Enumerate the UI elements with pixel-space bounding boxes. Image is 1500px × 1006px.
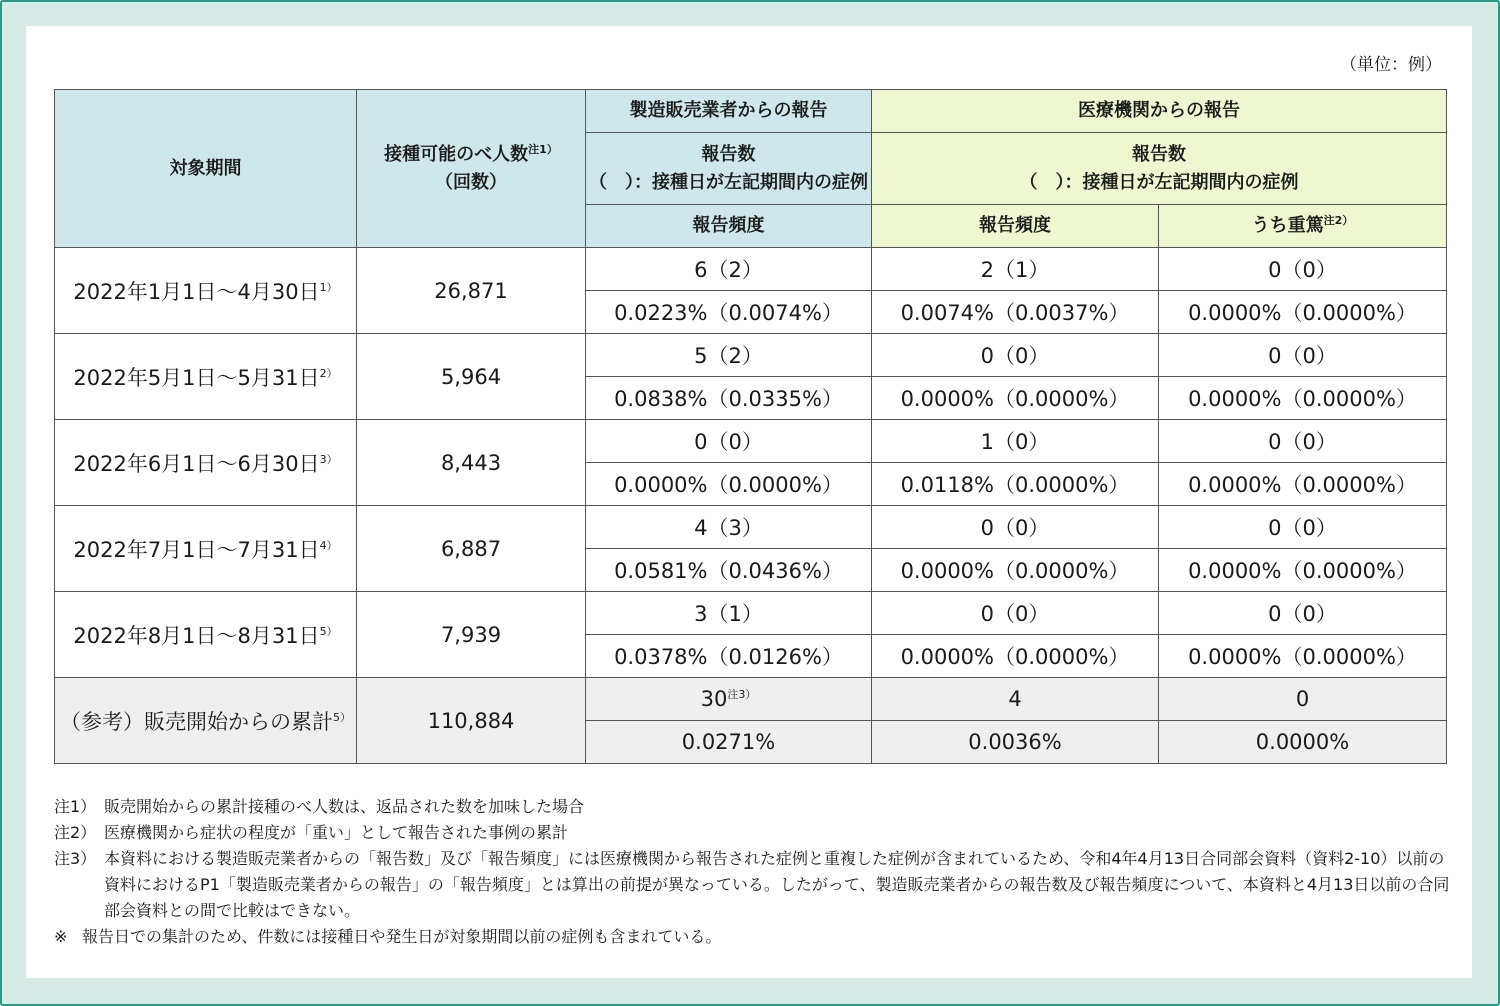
manufacturer-frequency-header: 報告頻度 <box>586 205 872 248</box>
medical-frequency-cell: 0.0000%（0.0000%） <box>872 377 1159 420</box>
document-panel <box>26 26 1472 978</box>
medical-count-cell: 2（1） <box>872 248 1159 291</box>
cumulative-manufacturer-count-cell: $30^{注3)}$ <box>586 678 872 721</box>
cumulative-medical-frequency-cell: 0.0036% <box>872 721 1159 764</box>
serious-frequency-cell: 0.0000%（0.0000%） <box>1159 635 1447 678</box>
medical-frequency-header: 報告頻度 <box>872 205 1159 248</box>
doses-cell: 5,964 <box>357 334 586 420</box>
serious-frequency-cell: 0.0000%（0.0000%） <box>1159 463 1447 506</box>
doses-cell: 8,443 <box>357 420 586 506</box>
table-row <box>55 506 1447 549</box>
cumulative-serious-count-cell: 0 <box>1159 678 1447 721</box>
manufacturer-count-cell: 6（2） <box>586 248 872 291</box>
medical-frequency-cell: 0.0000%（0.0000%） <box>872 549 1159 592</box>
manufacturer-count-cell: 0（0） <box>586 420 872 463</box>
cumulative-doses-cell: 110,884 <box>357 678 586 764</box>
medical-count-cell: 0（0） <box>872 334 1159 377</box>
medical-header: 医療機関からの報告 <box>872 90 1447 133</box>
manufacturer-frequency-cell: 0.0378%（0.0126%） <box>586 635 872 678</box>
cumulative-row <box>55 678 1447 721</box>
table-row <box>55 592 1447 635</box>
doses-cell: 26,871 <box>357 248 586 334</box>
cumulative-manufacturer-frequency-cell: 0.0271% <box>586 721 872 764</box>
period-cell: 2022年8月1日～8月31日$^{5)}$ <box>55 592 357 678</box>
doses-header: 接種可能のべ人数$^{注1)}$ （回数） <box>357 90 586 248</box>
medical-count-header: 報告数 （ ）：接種日が左記期間内の症例 <box>872 133 1447 205</box>
serious-frequency-cell: 0.0000%（0.0000%） <box>1159 291 1447 334</box>
manufacturer-count-cell: 3（1） <box>586 592 872 635</box>
serious-count-cell: 0（0） <box>1159 248 1447 291</box>
table-row <box>55 248 1447 291</box>
medical-count-cell: 0（0） <box>872 592 1159 635</box>
serious-frequency-cell: 0.0000%（0.0000%） <box>1159 549 1447 592</box>
footnote-1: 注1） 販売開始からの累計接種のべ人数は、返品された数を加味した場合 <box>54 797 585 816</box>
serious-frequency-cell: 0.0000%（0.0000%） <box>1159 377 1447 420</box>
manufacturer-count-cell: 5（2） <box>586 334 872 377</box>
manufacturer-header: 製造販売業者からの報告 <box>586 90 872 133</box>
period-header: 対象期間 <box>55 90 357 248</box>
footnote-2: 注2） 医療機関から症状の程度が「重い」として報告された事例の累計 <box>54 823 569 842</box>
medical-count-cell: 0（0） <box>872 506 1159 549</box>
medical-frequency-cell: 0.0118%（0.0000%） <box>872 463 1159 506</box>
period-cell: 2022年7月1日～7月31日$^{4)}$ <box>55 506 357 592</box>
cumulative-period-cell: （参考）販売開始からの累計$^{5)}$ <box>55 678 357 764</box>
footnotes <box>54 794 1454 950</box>
table-row <box>55 420 1447 463</box>
serious-header: うち重篤$^{注2)}$ <box>1159 205 1447 248</box>
medical-frequency-cell: 0.0074%（0.0037%） <box>872 291 1159 334</box>
cumulative-medical-count-cell: 4 <box>872 678 1159 721</box>
manufacturer-frequency-cell: 0.0000%（0.0000%） <box>586 463 872 506</box>
medical-frequency-cell: 0.0000%（0.0000%） <box>872 635 1159 678</box>
period-cell: 2022年1月1日～4月30日$^{1)}$ <box>55 248 357 334</box>
period-cell: 2022年5月1日～5月31日$^{2)}$ <box>55 334 357 420</box>
cumulative-serious-frequency-cell: 0.0000% <box>1159 721 1447 764</box>
serious-count-cell: 0（0） <box>1159 592 1447 635</box>
table-row <box>55 334 1447 377</box>
footnote-3: 注3） 本資料における製造販売業者からの「報告数」及び「報告頻度」には医療機関から報告された症例と重複した症例が含まれているため、令和4年4月13日合同部会資料（資料2-10）以前の資料におけるP1「製造販売業者からの報告」の「報告頻度」とは算出の前提が異なっている。したがって、製造販売業者からの報告数及び報告頻度について、本資料と4月13日以前の合同部会資料との間で比較はできない。 <box>54 849 1450 920</box>
manufacturer-frequency-cell: 0.0223%（0.0074%） <box>586 291 872 334</box>
serious-count-cell: 0（0） <box>1159 506 1447 549</box>
manufacturer-frequency-cell: 0.0581%（0.0436%） <box>586 549 872 592</box>
doses-cell: 7,939 <box>357 592 586 678</box>
serious-count-cell: 0（0） <box>1159 420 1447 463</box>
manufacturer-count-header: 報告数 （ ）：接種日が左記期間内の症例 <box>586 133 872 205</box>
serious-count-cell: 0（0） <box>1159 334 1447 377</box>
manufacturer-count-cell: 4（3） <box>586 506 872 549</box>
unit-label: （単位：例） <box>1340 55 1442 75</box>
manufacturer-frequency-cell: 0.0838%（0.0335%） <box>586 377 872 420</box>
adverse-event-table <box>54 89 1447 764</box>
doses-cell: 6,887 <box>357 506 586 592</box>
medical-count-cell: 1（0） <box>872 420 1159 463</box>
footnote-asterisk: ※ 報告日での集計のため、件数には接種日や発生日が対象期間以前の症例も含まれている。 <box>54 927 722 946</box>
period-cell: 2022年6月1日～6月30日$^{3)}$ <box>55 420 357 506</box>
